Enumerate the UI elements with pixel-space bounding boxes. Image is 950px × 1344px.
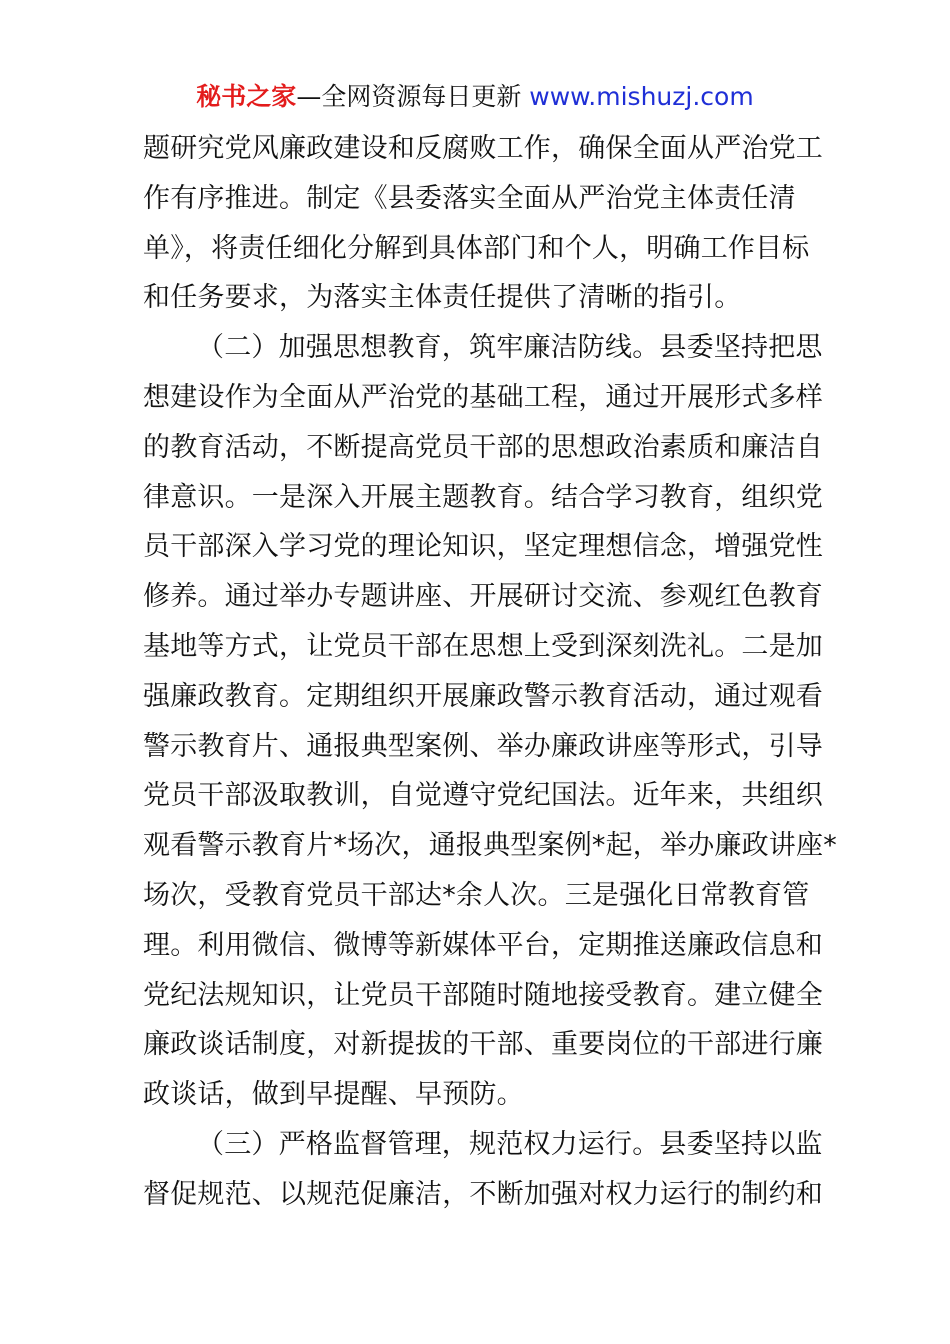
text-line: 场次，受教育党员干部达*余人次。三是强化日常教育管	[143, 879, 810, 911]
text-line: 基地等方式，让党员干部在思想上受到深刻洗礼。二是加	[143, 630, 823, 662]
text-line: 单》，将责任细化分解到具体部门和个人，明确工作目标	[143, 232, 810, 264]
text-line: 廉政谈话制度，对新提拔的干部、重要岗位的干部进行廉	[143, 1029, 823, 1061]
text-line: 党员干部汲取教训，自觉遵守党纪国法。近年来，共组织	[143, 780, 823, 812]
text-line: 律意识。一是深入开展主题教育。结合学习教育，组织党	[143, 481, 823, 513]
text-line: 警示教育片、通报典型案例、举办廉政讲座等形式，引导	[143, 730, 823, 762]
text-line: 理。利用微信、微博等新媒体平台，定期推送廉政信息和	[143, 929, 823, 961]
text-line: 党纪法规知识，让党员干部随时随地接受教育。建立健全	[143, 979, 823, 1011]
paragraph-start-line: （三）严格监督管理，规范权力运行。县委坚持以监	[197, 1128, 823, 1160]
text-line: 想建设作为全面从严治党的基础工程，通过开展形式多样	[143, 381, 823, 413]
text-line: 题研究党风廉政建设和反腐败工作，确保全面从严治党工	[143, 133, 823, 164]
text-line: 政谈话，做到早提醒、早预防。	[143, 1079, 524, 1111]
text-line: 和任务要求，为落实主体责任提供了清晰的指引。	[143, 282, 742, 314]
brand-name: 秘书之家	[196, 82, 297, 111]
text-line: 员干部深入学习党的理论知识，坚定理想信念，增强党性	[143, 531, 823, 563]
text-line: 强廉政教育。定期组织开展廉政警示教育活动，通过观看	[143, 680, 823, 712]
text-line: 观看警示教育片*场次，通报典型案例*起，举办廉政讲座*	[143, 830, 837, 862]
text-line: 作有序推进。制定《县委落实全面从严治党主体责任清	[143, 182, 796, 214]
paragraph-start-line: （二）加强思想教育，筑牢廉洁防线。县委坚持把思	[197, 332, 823, 364]
text-line: 督促规范、以规范促廉洁，不断加强对权力运行的制约和	[143, 1178, 823, 1210]
text-line: 修养。通过举办专题讲座、开展研讨交流、参观红色教育	[143, 581, 823, 613]
document-body	[143, 124, 837, 1220]
header-tagline: —全网资源每日更新	[296, 82, 530, 111]
text-line: 的教育活动，不断提高党员干部的思想政治素质和廉洁自	[143, 431, 823, 463]
site-url-link[interactable]: www.mishuzj.com	[529, 82, 754, 111]
page-header	[0, 80, 950, 114]
